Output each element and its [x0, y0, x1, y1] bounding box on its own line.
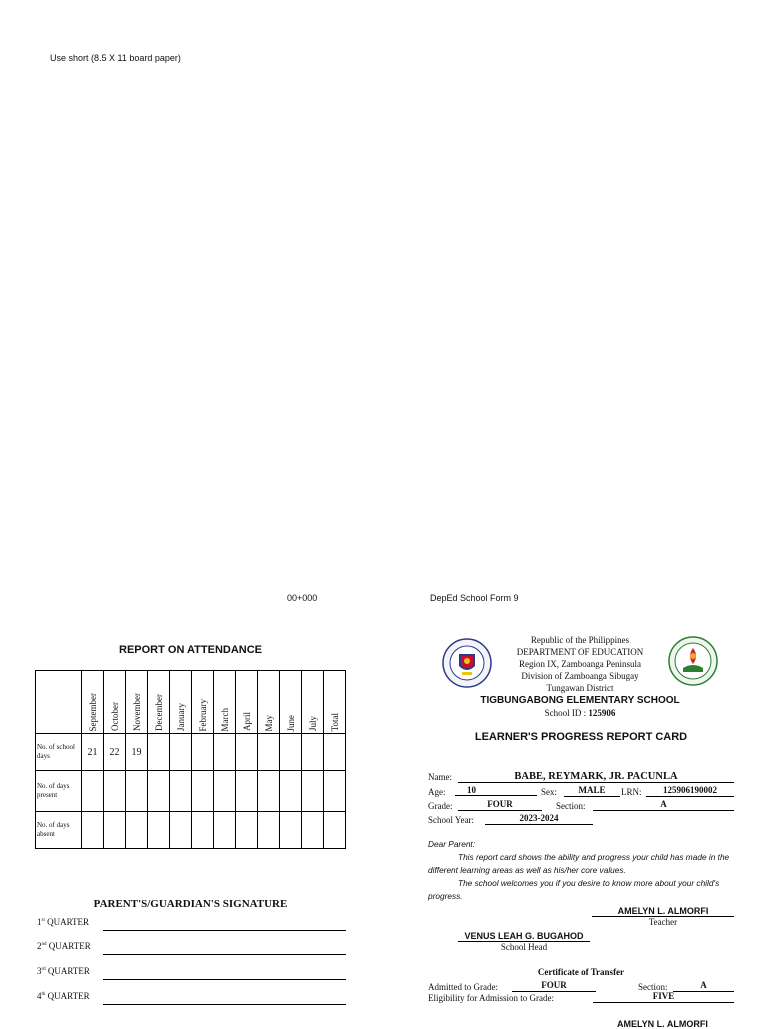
- transfer-section-value: A: [673, 980, 734, 992]
- attendance-cell: [302, 812, 324, 849]
- month-header: July: [307, 715, 318, 731]
- school-days-row: [36, 734, 346, 771]
- region-text: Region IX, Zamboanga Peninsula: [519, 659, 641, 669]
- letter-paragraph: This report card shows the ability and progress your child has made in the different learning areas as well as his/her core values.: [428, 852, 730, 875]
- age-label: Age:: [428, 787, 446, 797]
- transfer-section-label: Section:: [638, 982, 668, 992]
- attendance-cell: [192, 812, 214, 849]
- teacher-signature: [592, 906, 734, 927]
- department-text: DEPARTMENT OF EDUCATION: [516, 647, 644, 657]
- parent-letter: [428, 838, 733, 903]
- month-header: January: [175, 703, 186, 731]
- blank-header-cell: [36, 671, 82, 734]
- attendance-cell: [302, 734, 324, 771]
- month-header: February: [197, 698, 208, 731]
- month-header: April: [241, 712, 252, 731]
- quarter-label: 2nd QUARTER: [37, 941, 91, 951]
- grade-label: Grade:: [428, 801, 453, 811]
- school-year-value: 2023-2024: [485, 813, 593, 825]
- division-text: Division of Zamboanga Sibugay: [521, 671, 639, 681]
- attendance-title: REPORT ON ATTENDANCE: [119, 644, 262, 656]
- attendance-cell: [82, 771, 104, 812]
- attendance-cell: [214, 771, 236, 812]
- row-label: No. of days absent: [36, 812, 82, 849]
- grade-value: FOUR: [458, 799, 542, 811]
- attendance-cell: [324, 771, 346, 812]
- signature-line[interactable]: [103, 979, 346, 980]
- attendance-cell: [214, 734, 236, 771]
- school-header: [500, 634, 660, 694]
- attendance-cell: [258, 734, 280, 771]
- month-header: December: [153, 694, 164, 731]
- eligibility-value: FIVE: [593, 991, 734, 1003]
- letter-salutation: Dear Parent:: [428, 839, 476, 849]
- quarter-label: 1st QUARTER: [37, 917, 90, 927]
- republic-text: Republic of the Philippines: [530, 635, 630, 645]
- school-head-role: School Head: [500, 942, 548, 952]
- signature-line[interactable]: [103, 1004, 346, 1005]
- attendance-cell: [104, 812, 126, 849]
- name-label: Name:: [428, 772, 452, 782]
- quarter-label: 3rd QUARTER: [37, 966, 90, 976]
- attendance-cell: [280, 771, 302, 812]
- signature-line[interactable]: [103, 930, 346, 931]
- days-present-row: [36, 771, 346, 812]
- attendance-cell: [104, 771, 126, 812]
- admitted-value: FOUR: [512, 980, 596, 992]
- sex-value: MALE: [564, 785, 620, 797]
- transfer-title: Certificate of Transfer: [537, 967, 625, 977]
- attendance-cell: [170, 771, 192, 812]
- deped-logo-icon: [668, 636, 718, 686]
- paper-note: Use short (8.5 X 11 board paper): [50, 53, 181, 63]
- lrn-label: LRN:: [621, 787, 642, 797]
- school-id: School ID : 125906: [544, 708, 616, 718]
- days-absent-row: [36, 812, 346, 849]
- attendance-cell: [214, 812, 236, 849]
- quarter-label: 4th QUARTER: [37, 991, 90, 1001]
- lrn-value: 125906190002: [646, 785, 734, 797]
- attendance-cell: [192, 734, 214, 771]
- month-header: Total: [329, 712, 340, 731]
- page-number: 00+000: [287, 593, 318, 603]
- attendance-cell: 21: [82, 734, 104, 771]
- attendance-cell: [258, 812, 280, 849]
- month-header: May: [263, 714, 274, 731]
- deped-seal-icon: [442, 638, 492, 688]
- learner-name: BABE, REYMARK, JR. PACUNLA: [458, 771, 734, 783]
- form-label: DepEd School Form 9: [430, 593, 519, 603]
- sex-label: Sex:: [541, 787, 558, 797]
- attendance-cell: [170, 812, 192, 849]
- attendance-cell: [148, 734, 170, 771]
- attendance-cell: [82, 812, 104, 849]
- card-title: LEARNER'S PROGRESS REPORT CARD: [474, 731, 688, 743]
- attendance-table: [35, 670, 346, 849]
- teacher-role: Teacher: [648, 917, 678, 927]
- attendance-cell: [192, 771, 214, 812]
- attendance-cell: [324, 734, 346, 771]
- attendance-cell: [236, 734, 258, 771]
- attendance-cell: [170, 734, 192, 771]
- attendance-cell: [126, 771, 148, 812]
- letter-paragraph: The school welcomes you if you desire to know more about your child's progress.: [428, 878, 720, 901]
- teacher-name: AMELYN L. ALMORFI: [592, 906, 734, 917]
- school-head-name: VENUS LEAH G. BUGAHOD: [458, 931, 590, 942]
- month-header: September: [87, 692, 98, 731]
- attendance-cell: 22: [104, 734, 126, 771]
- attendance-cell: [236, 771, 258, 812]
- school-head-signature: [458, 931, 590, 952]
- row-label: No. of school days: [36, 734, 82, 771]
- attendance-cell: [126, 812, 148, 849]
- attendance-cell: [148, 812, 170, 849]
- quarter-signature-row: [37, 966, 346, 980]
- attendance-cell: [302, 771, 324, 812]
- quarter-signature-row: [37, 917, 346, 931]
- transfer-signer-name: AMELYN L. ALMORFI: [617, 1019, 708, 1029]
- quarter-signature-row: [37, 991, 346, 1005]
- attendance-cell: [258, 771, 280, 812]
- section-label: Section:: [556, 801, 586, 811]
- month-header: October: [109, 702, 120, 731]
- attendance-cell: [324, 812, 346, 849]
- parent-signature-title: PARENT'S/GUARDIAN'S SIGNATURE: [93, 898, 288, 910]
- attendance-cell: [148, 771, 170, 812]
- attendance-cell: [280, 734, 302, 771]
- attendance-cell: 19: [126, 734, 148, 771]
- month-header: November: [131, 693, 142, 731]
- quarter-signature-row: [37, 941, 346, 955]
- month-header-row: [36, 671, 346, 734]
- eligibility-label: Eligibility for Admission to Grade:: [428, 993, 554, 1003]
- attendance-cell: [236, 812, 258, 849]
- month-header: March: [219, 707, 230, 731]
- attendance-cell: [280, 812, 302, 849]
- admitted-label: Admitted to Grade:: [428, 982, 498, 992]
- section-value: A: [593, 799, 734, 811]
- school-year-label: School Year:: [428, 815, 475, 825]
- district-text: Tungawan District: [546, 683, 614, 693]
- school-name: TIGBUNGABONG ELEMENTARY SCHOOL: [480, 695, 680, 706]
- row-label: No. of days present: [36, 771, 82, 812]
- age-value: 10: [455, 785, 537, 796]
- signature-line[interactable]: [103, 954, 346, 955]
- month-header: June: [285, 714, 296, 731]
